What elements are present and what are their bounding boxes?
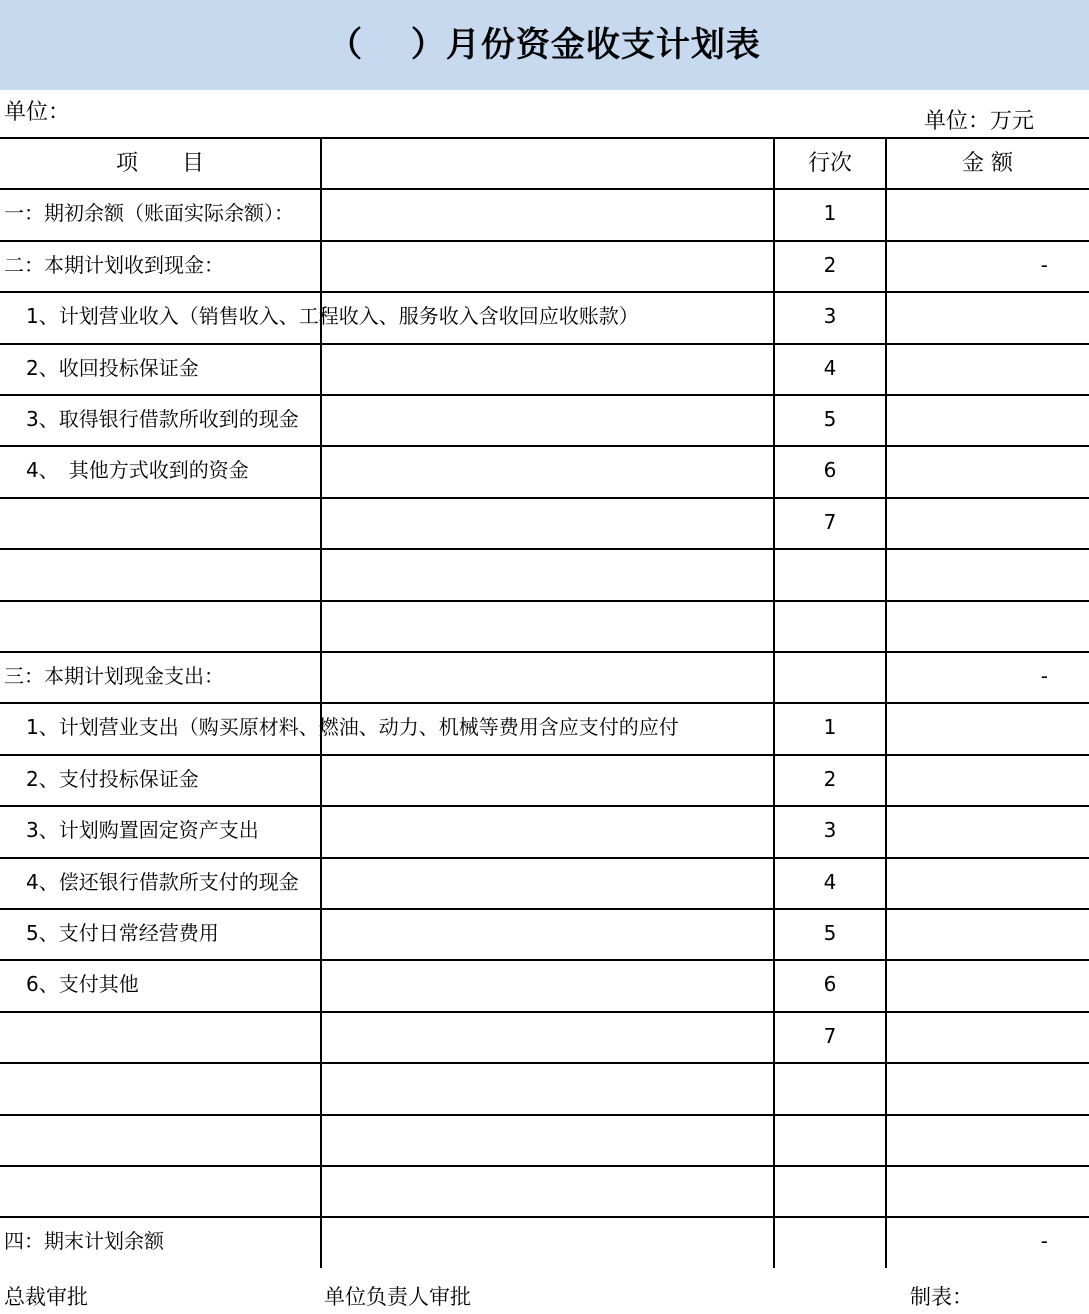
row-item-label: 2、收回投标保证金 xyxy=(26,356,199,380)
row-amount[interactable]: - xyxy=(1040,664,1048,688)
row-number: 4 xyxy=(823,356,837,380)
unit-label: 单位： xyxy=(4,100,71,125)
row-amount[interactable] xyxy=(888,1062,1048,1113)
row-item-label: 1、计划营业支出（购买原材料、燃油、动力、机械等费用含应支付的应付 xyxy=(26,715,679,739)
row-amount[interactable] xyxy=(888,343,1048,394)
row-amount[interactable]: - xyxy=(1040,253,1048,277)
row-number: 6 xyxy=(823,458,837,482)
row-item-label: 四：期末计划余额 xyxy=(4,1229,164,1253)
row-item-label: 二：本期计划收到现金： xyxy=(4,253,224,277)
row-number: 4 xyxy=(823,870,837,894)
row-item-label: 一：期初余额（账面实际余额）： xyxy=(4,201,294,225)
row-amount[interactable] xyxy=(888,291,1048,342)
header-amount: 金 额 xyxy=(962,151,1013,176)
row-amount[interactable] xyxy=(888,497,1048,548)
row-item-label: 3、取得银行借款所收到的现金 xyxy=(26,407,299,431)
row-amount[interactable] xyxy=(888,754,1048,805)
row-number xyxy=(775,1165,885,1216)
row-number: 1 xyxy=(823,715,837,739)
preparer-label: 制表： xyxy=(910,1285,973,1309)
row-number: 7 xyxy=(823,510,837,534)
row-number: 5 xyxy=(823,407,837,431)
row-item-label: 2、支付投标保证金 xyxy=(26,767,199,791)
currency-unit-label: 单位：万元 xyxy=(924,109,1035,134)
row-amount[interactable] xyxy=(888,188,1048,239)
row-amount[interactable] xyxy=(888,702,1048,753)
header-row-no: 行次 xyxy=(807,151,852,176)
row-item-label: 4、偿还银行借款所支付的现金 xyxy=(26,870,299,894)
row-item-label: 5、支付日常经营费用 xyxy=(26,921,219,945)
row-amount[interactable] xyxy=(888,1011,1048,1062)
row-amount[interactable] xyxy=(888,600,1048,651)
row-number: 2 xyxy=(823,767,837,791)
row-amount[interactable] xyxy=(888,1114,1048,1165)
row-item-label: 1、计划营业收入（销售收入、工程收入、服务收入含收回应收账款） xyxy=(26,304,639,328)
row-number xyxy=(775,600,885,651)
row-item-label: 3、计划购置固定资产支出 xyxy=(26,818,259,842)
row-number xyxy=(775,1216,885,1267)
row-number: 3 xyxy=(823,304,837,328)
row-number xyxy=(775,651,885,702)
header-item: 项 目 xyxy=(115,151,204,176)
row-number: 5 xyxy=(823,921,837,945)
row-number: 7 xyxy=(823,1024,837,1048)
row-number: 2 xyxy=(823,253,837,277)
row-number: 1 xyxy=(823,201,837,225)
grid-line xyxy=(0,137,1089,139)
row-number xyxy=(775,1062,885,1113)
row-number xyxy=(775,1114,885,1165)
president-approval-label: 总裁审批 xyxy=(4,1285,88,1309)
row-number: 6 xyxy=(823,972,837,996)
row-number: 3 xyxy=(823,818,837,842)
row-amount[interactable] xyxy=(888,1165,1048,1216)
row-amount[interactable] xyxy=(888,445,1048,496)
page-title: （ ）月份资金收支计划表 xyxy=(328,25,761,65)
row-amount[interactable] xyxy=(888,857,1048,908)
unit-head-approval-label: 单位负责人审批 xyxy=(324,1285,471,1309)
row-item-label: 4、 其他方式收到的资金 xyxy=(26,458,249,482)
row-number xyxy=(775,548,885,599)
row-item-label: 三：本期计划现金支出： xyxy=(4,664,224,688)
row-amount[interactable] xyxy=(888,394,1048,445)
row-amount[interactable]: - xyxy=(1040,1229,1048,1253)
row-item-label: 6、支付其他 xyxy=(26,972,139,996)
row-amount[interactable] xyxy=(888,959,1048,1010)
row-amount[interactable] xyxy=(888,805,1048,856)
row-amount[interactable] xyxy=(888,548,1048,599)
row-amount[interactable] xyxy=(888,908,1048,959)
